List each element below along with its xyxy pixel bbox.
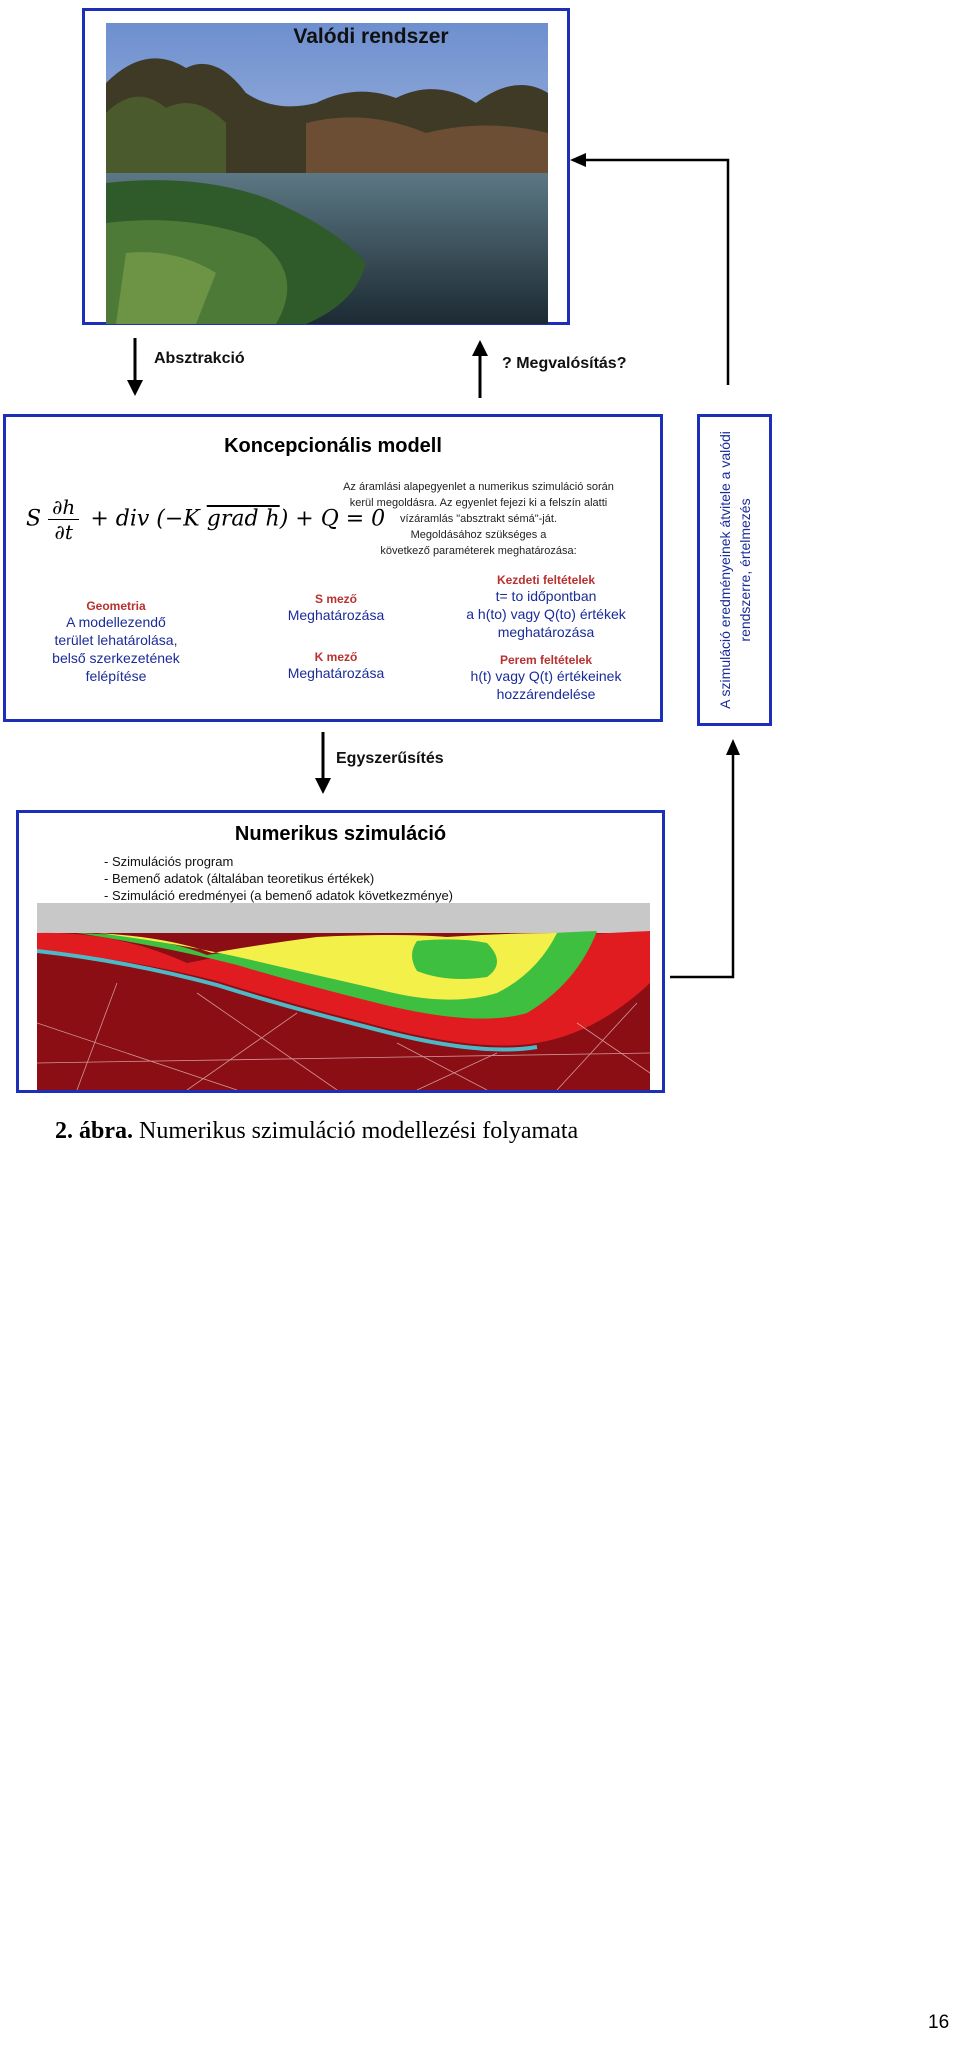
k-field-block [271, 650, 401, 682]
simplification-label: Egyszerűsítés [336, 750, 444, 767]
formula-middle: + div (−K [90, 506, 200, 532]
initial-conditions-line: t= to időpontban [495, 588, 597, 604]
interpretation-text: A szimuláció eredményeinek átvitele a valódi rendszerre, értelmezés [716, 431, 753, 709]
description-line: Megoldásához szükséges a [410, 529, 547, 541]
formula-end: ) + Q = 0 [279, 506, 386, 532]
k-field-heading: K mező [314, 650, 358, 664]
list-item: - Szimulációs program [104, 854, 234, 869]
initial-conditions-block [446, 573, 646, 641]
description-line: vízáramlás "absztrakt sémá"-ját. [400, 513, 557, 525]
initial-conditions-line: a h(to) vagy Q(to) értékek [466, 606, 626, 622]
simulation-cross-section [37, 903, 650, 1090]
realization-label: ? Megvalósítás? [502, 355, 627, 372]
geometry-line: terület lehatárolása, [54, 632, 178, 648]
simplification-arrow [313, 732, 333, 797]
feedback-arrow-top [560, 140, 740, 390]
k-field-line: Meghatározása [287, 665, 385, 681]
formula-denominator: ∂t [54, 520, 73, 544]
formula-grad: grad h [206, 506, 280, 532]
initial-conditions-heading: Kezdeti feltételek [496, 573, 596, 587]
formula-fraction [48, 495, 79, 544]
boundary-conditions-block [446, 653, 646, 703]
geometry-block [36, 599, 196, 685]
boundary-conditions-heading: Perem feltételek [499, 653, 593, 667]
geometry-heading: Geometria [86, 599, 146, 613]
real-system-box [82, 8, 570, 325]
list-item: - Szimuláció eredményei (a bemenő adatok következménye) [104, 888, 454, 903]
real-system-title: Valódi rendszer [293, 25, 449, 48]
description-line: kerül megoldásra. Az egyenlet fejezi ki a felszín alatti [349, 497, 608, 509]
s-field-heading: S mező [314, 592, 357, 606]
landscape-photo [106, 23, 548, 324]
caption-text: Numerikus szimuláció modellezési folyamata [133, 1118, 579, 1144]
formula-numerator: ∂h [48, 495, 79, 520]
equation-description [306, 479, 651, 559]
abstraction-arrow [125, 338, 145, 398]
feedback-arrow-bottom [665, 735, 745, 985]
interpretation-box [697, 414, 772, 726]
boundary-conditions-line: h(t) vagy Q(t) értékeinek [470, 668, 622, 684]
description-line: Az áramlási alapegyenlet a numerikus szimuláció során [343, 481, 614, 493]
initial-conditions-line: meghatározása [497, 624, 595, 640]
geometry-line: felépítése [85, 668, 147, 684]
s-field-block [271, 592, 401, 624]
geometry-line: belső szerkezetének [52, 650, 180, 666]
abstraction-label: Absztrakció [154, 350, 245, 367]
boundary-conditions-line: hozzárendelése [496, 686, 596, 702]
numeric-simulation-title: Numerikus szimuláció [234, 823, 447, 845]
figure-caption [55, 1118, 578, 1145]
page-number: 16 [928, 2012, 950, 2033]
formula-s: S [26, 506, 42, 532]
realization-arrow [470, 340, 490, 400]
list-item: - Bemenő adatok (általában teoretikus értékek) [104, 871, 375, 886]
geometry-line: A modellezendő [66, 614, 166, 630]
description-line: következő paraméterek meghatározása: [380, 545, 577, 557]
caption-label: 2. ábra. [55, 1118, 133, 1144]
numeric-simulation-box [16, 810, 665, 1093]
s-field-line: Meghatározása [287, 607, 385, 623]
conceptual-model-title: Koncepcionális modell [224, 435, 442, 457]
conceptual-model-box [3, 414, 663, 722]
